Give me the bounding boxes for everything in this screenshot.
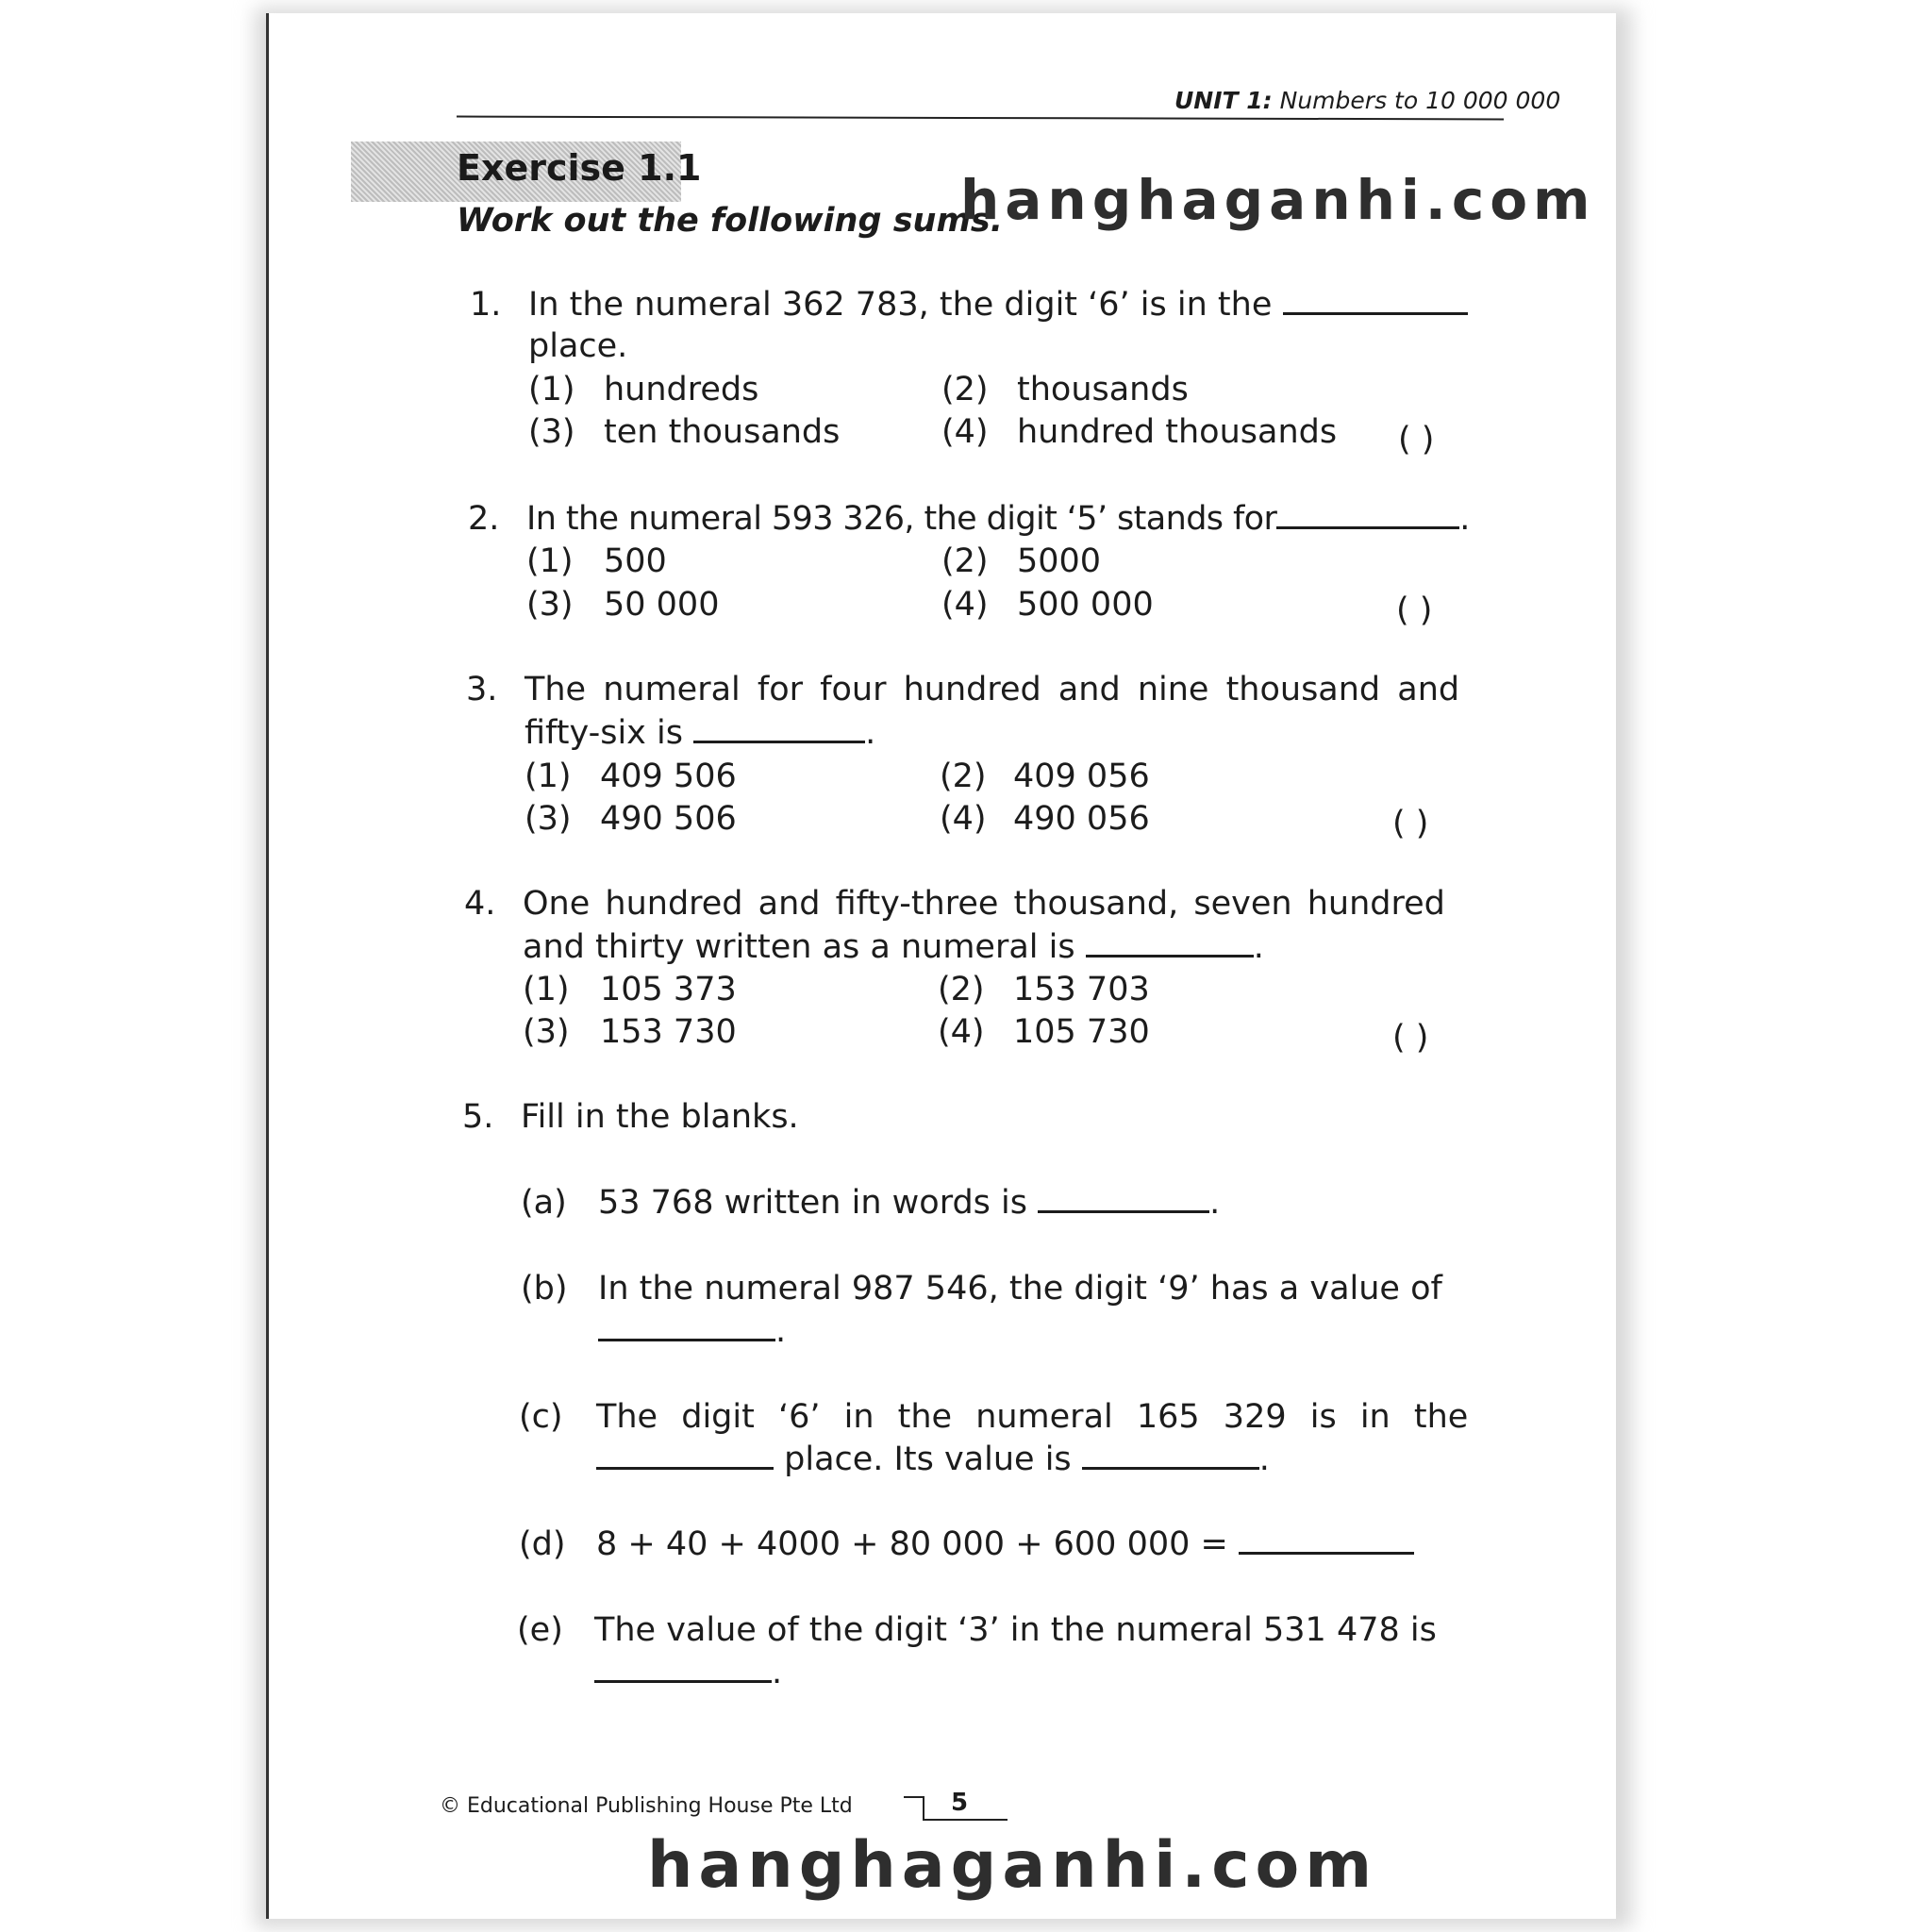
q1-line2: place. [528,327,628,365]
q3-period: . [865,714,876,752]
q4-opt4-text: 105 730 [1013,1013,1150,1051]
q3-line2-text: fifty-six is [525,714,683,752]
q5a-answer-blank[interactable] [1038,1210,1209,1213]
unit-header [1174,87,1560,114]
q5c-label: (c) [519,1398,563,1436]
q5e-period: . [772,1654,783,1691]
q4-opt3-label: (3) [523,1013,570,1051]
page-number-underline [923,1819,1008,1821]
q3-answer-blank[interactable] [693,741,865,743]
q5d-answer-blank[interactable] [1239,1552,1414,1555]
q4-opt4-label: (4) [938,1013,985,1051]
q5b-answer-blank[interactable] [598,1339,775,1341]
q5c-period: . [1258,1441,1270,1478]
q5d-equation: 8 + 40 + 4000 + 80 000 + 600 000 = [596,1525,1228,1563]
q5a-period: . [1209,1184,1221,1222]
q5-number: 5. [462,1098,494,1136]
q5c-line2 [596,1443,1270,1476]
q1-opt2-text: thousands [1017,371,1189,408]
q5a-text-content: 53 768 written in words is [598,1184,1027,1222]
q1-opt3-label: (3) [528,413,575,451]
q5c-line2-text: place. Its value is [784,1441,1072,1478]
q2-opt4-label: (4) [941,586,989,624]
q2-opt1-text: 500 [604,542,667,580]
q2-opt3-text: 50 000 [604,586,720,624]
q4-opt3-text: 153 730 [600,1013,737,1051]
exercise-title: Exercise 1.1 [457,147,702,189]
q5e-answer-blank[interactable] [594,1680,772,1683]
q5a-text [598,1184,1221,1222]
q1-number: 1. [470,286,502,324]
q2-opt2-text: 5000 [1017,542,1102,580]
q2-opt4-text: 500 000 [1017,586,1154,624]
q3-number: 3. [466,671,498,708]
q3-opt3-text: 490 506 [600,800,737,838]
q5b-label: (b) [521,1270,568,1307]
q1-opt4-text: hundred thousands [1017,413,1338,451]
q2-number: 2. [468,500,500,538]
q5c-place-blank[interactable] [596,1467,774,1470]
q5d-text [596,1525,1414,1563]
q5c-value-blank[interactable] [1082,1467,1259,1470]
q4-period: . [1253,928,1264,966]
exercise-instruction: Work out the following sums. [457,202,1004,240]
q1-opt1-text: hundreds [604,371,759,408]
q3-opt4-text: 490 056 [1013,800,1150,838]
q1-line1: In the numeral 362 783, the digit ‘6’ is in the [528,286,1273,324]
q5c-line1: The digit ‘6’ in the numeral 165 329 is in the [596,1398,1469,1436]
q4-opt1-text: 105 373 [600,971,737,1008]
q5-title: Fill in the blanks. [521,1098,799,1136]
q1-opt2-label: (2) [941,371,989,408]
q2-line1: In the numeral 593 326, the digit ‘5’ stands for [526,500,1277,538]
q5b-line2 [598,1312,787,1350]
q5a-label: (a) [521,1184,567,1222]
q2-opt2-label: (2) [941,542,989,580]
q2-text [526,500,1470,538]
q4-number: 4. [464,885,496,923]
q4-line2-text: and thirty written as a numeral is [523,928,1075,966]
q3-answer-bracket[interactable]: ( ) [1392,805,1429,842]
q2-period: . [1459,500,1470,538]
q4-answer-blank[interactable] [1086,955,1254,958]
q5d-label: (d) [519,1525,566,1563]
q1-opt4-label: (4) [941,413,989,451]
q3-opt1-label: (1) [525,758,572,795]
q3-line2 [525,714,876,752]
watermark-top: hanghaganhi.com [960,168,1596,232]
q5e-text: The value of the digit ‘3’ in the numeral 531 478 is [594,1611,1437,1649]
q2-opt1-label: (1) [526,542,574,580]
footer-copyright: © Educational Publishing House Pte Ltd [440,1794,853,1818]
q1-opt3-text: ten thousands [604,413,841,451]
q2-opt3-label: (3) [526,586,574,624]
q2-answer-blank[interactable] [1276,526,1459,529]
q1-text [528,286,1468,324]
page-number-mark [904,1796,924,1821]
q3-opt1-text: 409 506 [600,758,737,795]
q3-opt2-text: 409 056 [1013,758,1150,795]
q5e-label: (e) [517,1611,563,1649]
q1-answer-bracket[interactable]: ( ) [1398,421,1435,458]
watermark-bottom: hanghaganhi.com [647,1828,1378,1903]
page-number: 5 [951,1789,969,1817]
q5b-period: . [775,1312,787,1350]
q4-opt2-label: (2) [938,971,985,1008]
unit-label: UNIT 1: [1174,87,1273,114]
unit-title: Numbers to 10 000 000 [1279,87,1561,114]
q4-answer-bracket[interactable]: ( ) [1392,1019,1429,1057]
q4-opt1-label: (1) [523,971,570,1008]
q3-opt2-label: (2) [940,758,987,795]
q4-line1: One hundred and fifty-three thousand, seven hundred [523,885,1445,923]
q3-opt3-label: (3) [525,800,572,838]
q4-opt2-text: 153 703 [1013,971,1150,1008]
q5e-line2 [594,1654,783,1691]
q2-answer-bracket[interactable]: ( ) [1396,591,1433,629]
q3-opt4-label: (4) [940,800,987,838]
q1-opt1-label: (1) [528,371,575,408]
q3-line1: The numeral for four hundred and nine thousand and [525,671,1460,708]
q1-answer-blank[interactable] [1283,312,1468,315]
q4-line2 [523,928,1264,966]
q5b-text: In the numeral 987 546, the digit ‘9’ has a value of [598,1270,1442,1307]
